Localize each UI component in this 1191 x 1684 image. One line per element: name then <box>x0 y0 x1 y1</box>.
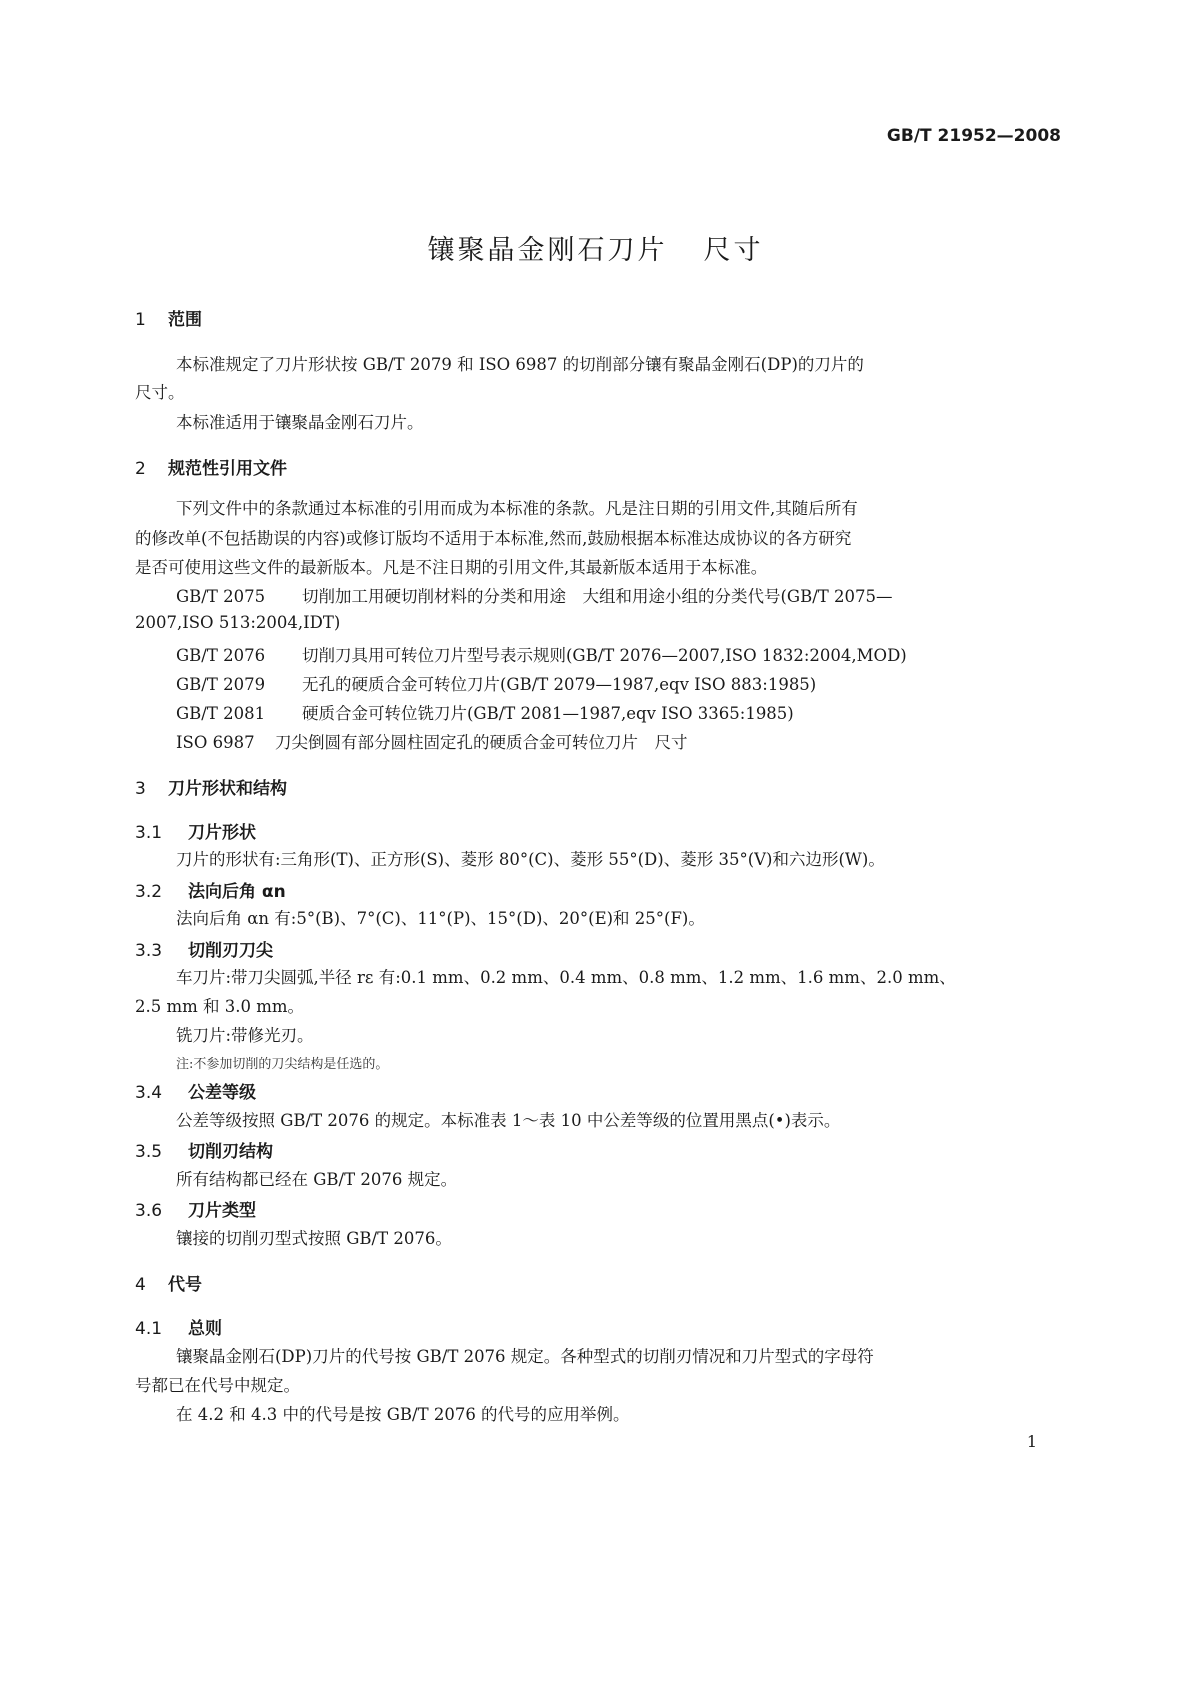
section-3-5-text: 所有结构都已经在 GB/T 2076 规定。 <box>176 1170 458 1189</box>
title-sub: 尺寸 <box>703 235 764 266</box>
section-3-heading: 3 刀片形状和结构 <box>135 779 287 799</box>
reference-gbt-2079: GB/T 2079 无孔的硬质合金可转位刀片(GB/T 2079—1987,eqv ISO 883:1985) <box>176 675 817 694</box>
reference-gbt-2081: GB/T 2081 硬质合金可转位铣刀片(GB/T 2081—1987,eqv ISO 3365:1985) <box>176 704 794 723</box>
section-1-paragraph-1-line-2: 尺寸。 <box>135 383 185 402</box>
section-4-1-line-3: 在 4.2 和 4.3 中的代号是按 GB/T 2076 的代号的应用举例。 <box>176 1405 630 1424</box>
section-3-3-heading: 3.3 切削刃刀尖 <box>135 941 273 961</box>
reference-gbt-2075-continued: 2007,ISO 513:2004,IDT) <box>135 613 341 632</box>
section-4-1-line-1: 镶聚晶金刚石(DP)刀片的代号按 GB/T 2076 规定。各种型式的切削刃情况和刀片型式的字母符 <box>176 1347 874 1366</box>
section-3-4-heading: 3.4 公差等级 <box>135 1083 256 1103</box>
reference-gbt-2075: GB/T 2075 切削加工用硬切削材料的分类和用途 大组和用途小组的分类代号(GB/T 2075— <box>176 587 893 606</box>
section-4-heading: 4 代号 <box>135 1275 202 1295</box>
document-title <box>0 228 1191 267</box>
reference-iso-6987: ISO 6987 刀尖倒圆有部分圆柱固定孔的硬质合金可转位刀片 尺寸 <box>176 733 688 752</box>
section-2-intro-line-3: 是否可使用这些文件的最新版本。凡是不注日期的引用文件,其最新版本适用于本标准。 <box>135 558 768 577</box>
section-3-2-heading: 3.2 法向后角 αn <box>135 882 286 902</box>
section-3-6-text: 镶接的切削刃型式按照 GB/T 2076。 <box>176 1229 452 1248</box>
section-1-paragraph-1-line-1: 本标准规定了刀片形状按 GB/T 2079 和 ISO 6987 的切削部分镶有聚晶金刚石(DP)的刀片的 <box>176 355 864 374</box>
section-2-intro-line-1: 下列文件中的条款通过本标准的引用而成为本标准的条款。凡是注日期的引用文件,其随后所有 <box>176 499 858 518</box>
section-3-6-heading: 3.6 刀片类型 <box>135 1201 256 1221</box>
section-3-3-line-3: 铣刀片:带修光刃。 <box>176 1026 314 1045</box>
section-2-heading: 2 规范性引用文件 <box>135 459 287 479</box>
section-3-3-line-2: 2.5 mm 和 3.0 mm。 <box>135 997 305 1016</box>
section-3-3-line-1: 车刀片:带刀尖圆弧,半径 rε 有:0.1 mm、0.2 mm、0.4 mm、0.8 mm、1.2 mm、1.6 mm、2.0 mm、 <box>176 968 956 987</box>
section-4-1-heading: 4.1 总则 <box>135 1319 222 1339</box>
section-3-1-text: 刀片的形状有:三角形(T)、正方形(S)、菱形 80°(C)、菱形 55°(D)、菱形 35°(V)和六边形(W)。 <box>176 850 885 869</box>
section-3-4-text: 公差等级按照 GB/T 2076 的规定。本标准表 1～表 10 中公差等级的位置用黑点(•)表示。 <box>176 1111 841 1130</box>
title-main: 镶聚晶金刚石刀片 <box>427 235 668 266</box>
section-4-1-line-2: 号都已在代号中规定。 <box>135 1376 300 1395</box>
section-3-5-heading: 3.5 切削刃结构 <box>135 1142 273 1162</box>
section-1-paragraph-2: 本标准适用于镶聚晶金刚石刀片。 <box>176 413 424 432</box>
section-3-3-note: 注:不参加切削的刀尖结构是任选的。 <box>176 1057 389 1072</box>
section-1-heading: 1 范围 <box>135 310 202 330</box>
reference-gbt-2076: GB/T 2076 切削刀具用可转位刀片型号表示规则(GB/T 2076—2007,ISO 1832:2004,MOD) <box>176 646 907 665</box>
section-2-intro-line-2: 的修改单(不包括勘误的内容)或修订版均不适用于本标准,然而,鼓励根据本标准达成协议的各方研究 <box>135 529 852 548</box>
section-3-1-heading: 3.1 刀片形状 <box>135 823 256 843</box>
page-number: 1 <box>1026 1432 1037 1451</box>
section-3-2-text: 法向后角 αn 有:5°(B)、7°(C)、11°(P)、15°(D)、20°(E)和 25°(F)。 <box>176 909 705 928</box>
standard-code-header: GB/T 21952—2008 <box>886 126 1061 146</box>
